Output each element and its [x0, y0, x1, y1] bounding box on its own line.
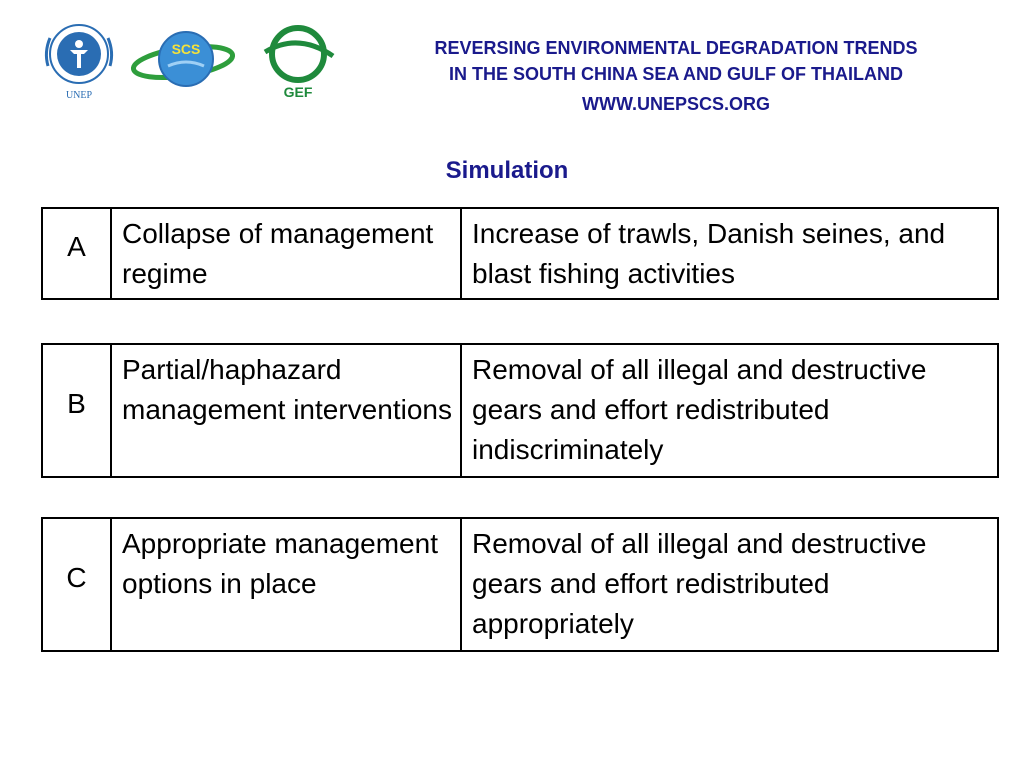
action-cell: Removal of all illegal and destructive gears and effort redistributed appropriately — [472, 528, 927, 639]
unep-caption: UNEP — [65, 90, 93, 101]
management-cell: Collapse of management regime — [112, 209, 462, 298]
scenario-letter: B — [67, 387, 86, 419]
management-cell: Partial/haphazard management interventions — [112, 345, 462, 476]
scenario-letter-cell — [43, 209, 112, 298]
scenario-letter-cell — [43, 519, 112, 650]
gef-caption: GEF — [283, 84, 313, 100]
action-cell: Removal of all illegal and destructive gears and effort redistributed indiscriminately — [472, 354, 927, 465]
banner-line-2: IN THE SOUTH CHINA SEA AND GULF OF THAILAND — [449, 64, 903, 84]
action-cell: Increase of trawls, Danish seines, and blast fishing activities — [472, 218, 946, 289]
scenario-c-table — [41, 517, 999, 652]
unep-logo — [40, 22, 118, 104]
project-banner — [356, 34, 996, 118]
scenario-letter: A — [67, 230, 86, 262]
banner-url: WWW.UNEPSCS.ORG — [582, 94, 770, 114]
header — [0, 0, 1024, 130]
scs-caption: SCS — [171, 41, 201, 57]
banner-line-1: REVERSING ENVIRONMENTAL DEGRADATION TRENDS — [434, 38, 918, 58]
scenario-b-table — [41, 343, 999, 478]
page-title: Simulation — [445, 157, 569, 184]
scenario-a-table — [41, 207, 999, 300]
scs-logo — [128, 24, 238, 94]
gef-logo — [255, 18, 341, 102]
scenario-letter-cell — [43, 345, 112, 476]
scenario-letter: C — [66, 561, 87, 593]
management-cell: Appropriate management options in place — [112, 519, 462, 650]
